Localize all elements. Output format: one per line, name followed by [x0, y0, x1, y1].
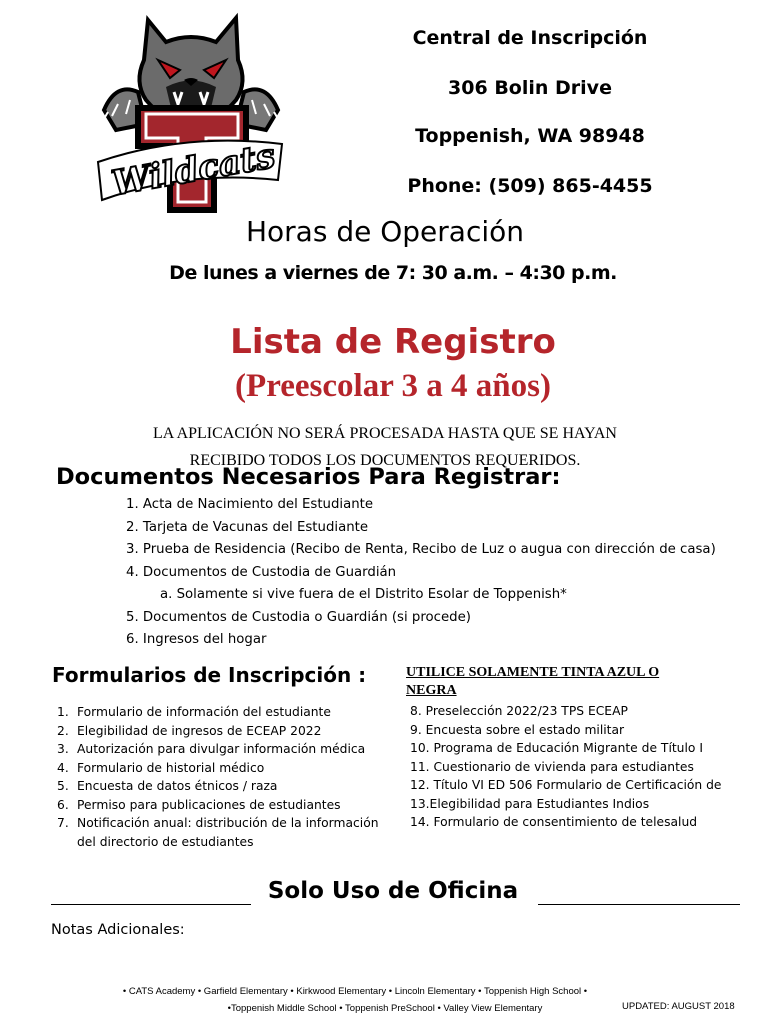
item-number: 6. [57, 797, 69, 812]
office-rule-right [538, 904, 740, 905]
documents-heading: Documentos Necesarios Para Registrar: [56, 464, 561, 490]
notice-line-2: RECIBIDO TODOS LOS DOCUMENTOS REQUERIDOS. [189, 452, 581, 469]
office-name: Central de Inscripción [412, 27, 648, 49]
list-item [57, 814, 397, 851]
logo-script-text: Wildcats [108, 135, 279, 205]
list-item [57, 703, 397, 722]
list-item: 11. Cuestionario de vivienda para estudiantes [410, 759, 694, 774]
list-item: 14. Formulario de consentimiento de telesalud [410, 815, 698, 829]
item-number: 1. [57, 705, 69, 719]
list-item [57, 796, 397, 815]
list-item: 12. Título VI ED 506 Formulario de Certificación de [410, 778, 722, 792]
ink-note: UTILICE SOLAMENTE TINTA AZUL O NEGRA [406, 665, 660, 698]
list-item: 2. Tarjeta de Vacunas del Estudiante [126, 519, 369, 535]
forms-heading: Formularios de Inscripción : [52, 663, 367, 687]
documents-list [126, 494, 716, 652]
item-text: Notificación anual: distribución de la información del directorio de estudiantes [77, 816, 379, 849]
item-number: 2. [57, 723, 69, 738]
item-number: 4. [57, 760, 69, 775]
forms-list-left [57, 703, 397, 851]
list-item: a. Solamente si vive fuera de el Distrito Esolar de Toppenish* [160, 587, 567, 602]
list-item: 4. Documentos de Custodia de Guardián [126, 564, 397, 580]
list-item: 6. Ingresos del hogar [126, 632, 267, 647]
schools-line-2: •Toppenish Middle School • Toppenish PreSchool • Valley View Elementary [227, 1003, 543, 1014]
phone: Phone: (509) 865-4455 [407, 175, 653, 197]
item-text: Encuesta de datos étnicos / raza [77, 779, 278, 793]
list-item: 3. Prueba de Residencia (Recibo de Renta, Recibo de Luz o augua con dirección de casa) [126, 542, 716, 557]
updated-date: UPDATED: AUGUST 2018 [622, 1001, 735, 1012]
address: 306 Bolin Drive [448, 77, 612, 99]
item-text: Elegibilidad de ingresos de ECEAP 2022 [77, 723, 322, 738]
notes-label: Notas Adicionales: [51, 922, 185, 938]
list-item: 8. Preselección 2022/23 TPS ECEAP [410, 704, 628, 718]
list-item [57, 759, 397, 778]
office-rule-left [51, 904, 251, 905]
item-text: Autorización para divulgar información médica [77, 742, 366, 756]
item-text: Formulario de historial médico [77, 760, 265, 775]
forms-list-right [410, 702, 722, 832]
city-state: Toppenish, WA 98948 [415, 125, 645, 147]
list-item [57, 777, 397, 796]
notice-line-1: LA APLICACIÓN NO SERÁ PROCESADA HASTA QUE SE HAYAN [153, 425, 617, 442]
list-item: 5. Documentos de Custodia o Guardián (si procede) [126, 609, 471, 625]
list-item [57, 740, 397, 759]
list-item: 13.Elegibilidad para Estudiantes Indios [410, 796, 650, 811]
item-text: Permiso para publicaciones de estudiantes [77, 797, 341, 812]
page-title: Lista de Registro [230, 322, 556, 362]
item-number: 3. [57, 742, 69, 756]
page-subtitle: (Preescolar 3 a 4 años) [235, 368, 551, 404]
schools-line-1: • CATS Academy • Garfield Elementary • Kirkwood Elementary • Lincoln Elementary • Toppenish High School • [122, 986, 588, 997]
list-item [57, 722, 397, 741]
item-text: Formulario de información del estudiante [77, 705, 331, 719]
list-item: 1. Acta de Nacimiento del Estudiante [126, 497, 374, 512]
item-number: 5. [57, 779, 69, 793]
wildcats-logo [96, 12, 286, 217]
hours-title: Horas de Operación [245, 215, 524, 248]
list-item: 9. Encuesta sobre el estado militar [410, 722, 625, 737]
list-item: 10. Programa de Educación Migrante de Título I [410, 741, 703, 755]
office-use-label: Solo Uso de Oficina [267, 878, 519, 904]
item-number: 7. [57, 816, 69, 830]
hours-schedule: De lunes a viernes de 7: 30 a.m. – 4:30 p.m. [169, 262, 617, 284]
